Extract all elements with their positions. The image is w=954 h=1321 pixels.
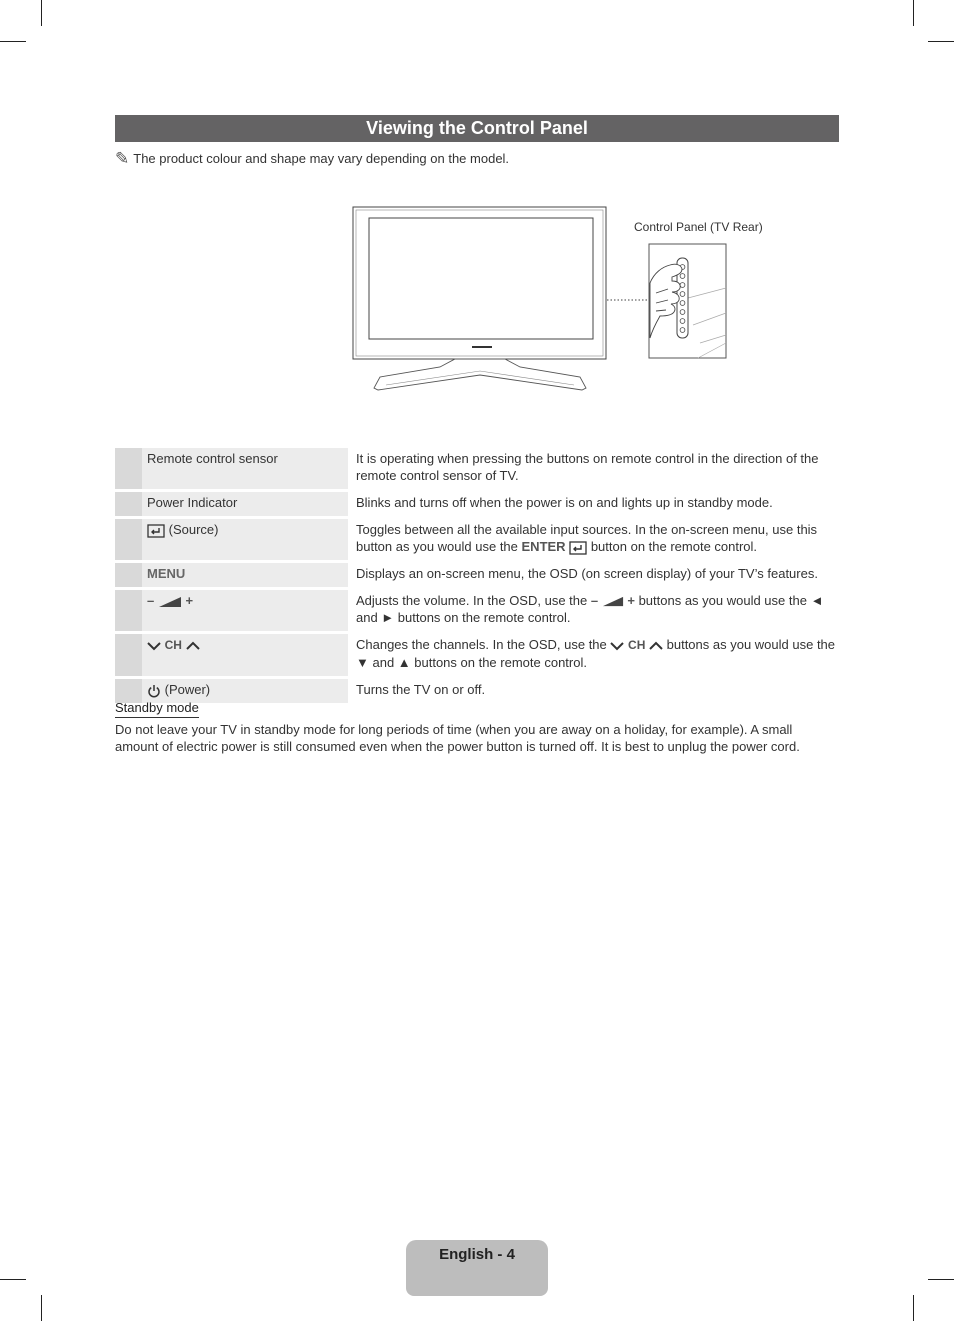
table-row — [115, 448, 839, 489]
page-title: Viewing the Control Panel — [115, 115, 839, 142]
control-panel-table — [115, 445, 839, 706]
samsung-logo-mark — [472, 346, 492, 348]
volume-plus-label: + — [185, 593, 194, 608]
table-row — [115, 519, 839, 560]
desc-menu: Displays an on-screen menu, the OSD (on screen display) of your TV’s features. — [356, 566, 818, 581]
source-label: (Source) — [168, 522, 219, 537]
desc-source — [353, 519, 839, 560]
volume-icon — [158, 596, 182, 608]
volume-icon — [602, 596, 624, 607]
item-menu: MENU — [142, 563, 353, 587]
crop-mark — [913, 0, 914, 26]
item-source — [142, 519, 353, 560]
osd-minus-label: – — [590, 593, 599, 608]
volume-minus-label: – — [147, 593, 155, 608]
crop-mark — [41, 1295, 42, 1321]
item-power-indicator: Power Indicator — [142, 492, 353, 516]
table-row — [115, 563, 839, 587]
crop-mark — [0, 41, 26, 42]
page-number-tab — [406, 1240, 548, 1296]
crop-mark — [41, 0, 42, 26]
channel-label: CH — [164, 638, 182, 652]
enter-icon — [569, 541, 587, 555]
tv-front-illustration — [350, 205, 610, 395]
desc-source-text-a: Toggles between all the available input sources. In the on-screen menu, use this button as you would use the — [356, 522, 818, 554]
crop-mark — [913, 1295, 914, 1321]
desc-volume-text-a: Adjusts the volume. In the OSD, use the — [356, 593, 588, 608]
chevron-up-icon — [649, 641, 663, 651]
desc-volume — [353, 590, 839, 631]
desc-volume-text-b: buttons as you would use the ◄ and ► buttons on the remote control. — [356, 593, 824, 625]
chevron-down-icon — [610, 641, 624, 651]
note-text: The product colour and shape may vary depending on the model. — [133, 151, 510, 166]
table-row — [115, 679, 839, 703]
crop-mark — [928, 41, 954, 42]
control-panel-caption: Control Panel (TV Rear) — [634, 220, 763, 234]
osd-plus-label: + — [627, 593, 635, 608]
pencil-note-icon: ✎ — [115, 149, 130, 168]
power-label: (Power) — [164, 682, 211, 697]
chevron-down-icon — [147, 641, 161, 651]
standby-text: Do not leave your TV in standby mode for long periods of time (when you are away on a holiday, for example). A small amount of electric power is still consumed even when the power button is turned off. It is best to unplug the power cord. — [115, 722, 800, 754]
desc-channel — [353, 634, 839, 676]
item-volume — [142, 590, 353, 631]
item-channel — [142, 634, 353, 676]
source-icon — [147, 524, 165, 538]
desc-channel-text-a: Changes the channels. In the OSD, use the — [356, 637, 607, 652]
desc-power-indicator: Blinks and turns off when the power is on and lights up in standby mode. — [356, 495, 773, 510]
desc-channel-text-b: buttons as you would use the ▼ and ▲ buttons on the remote control. — [356, 637, 836, 670]
power-icon — [147, 684, 161, 698]
desc-power: Turns the TV on or off. — [356, 682, 486, 697]
item-remote-sensor: Remote control sensor — [142, 448, 353, 489]
crop-mark — [0, 1279, 26, 1280]
desc-source-text-b: button on the remote control. — [590, 539, 758, 554]
table-row — [115, 492, 839, 516]
table-row — [115, 590, 839, 631]
chevron-up-icon — [186, 641, 200, 651]
note — [115, 150, 509, 167]
table-row — [115, 634, 839, 676]
connector-line — [607, 296, 649, 304]
enter-label: ENTER — [521, 539, 566, 554]
osd-channel-label: CH — [628, 638, 646, 652]
desc-remote-sensor: It is operating when pressing the buttons on remote control in the direction of the remote control sensor of TV. — [356, 451, 819, 483]
crop-mark — [928, 1279, 954, 1280]
page-number: English - 4 — [439, 1246, 515, 1263]
standby-heading: Standby mode — [115, 700, 199, 718]
control-panel-illustration — [648, 243, 728, 361]
